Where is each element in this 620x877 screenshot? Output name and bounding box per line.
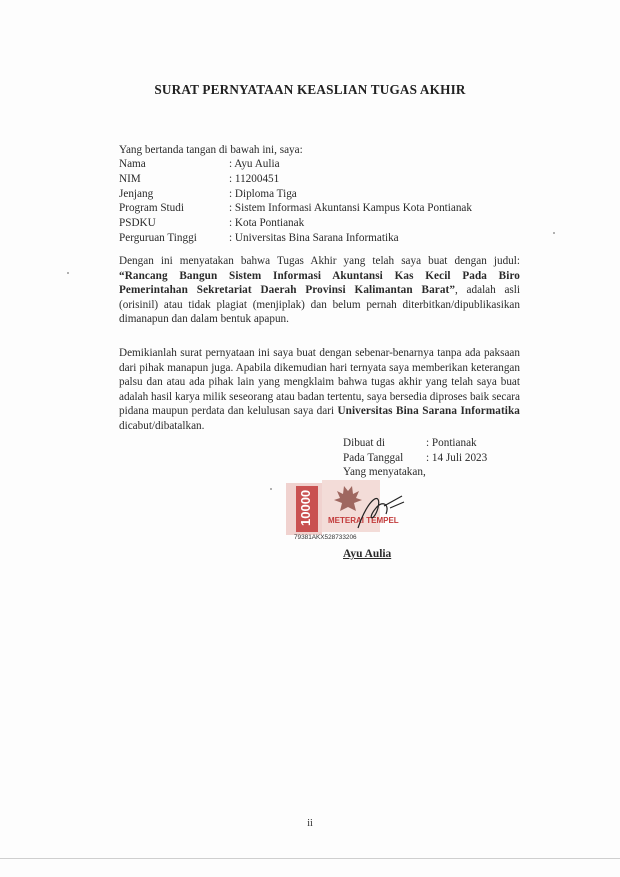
identity-value: : Kota Pontianak — [229, 217, 305, 230]
signer-name: Ayu Aulia — [343, 548, 392, 560]
identity-label: PSDKU — [119, 217, 156, 230]
intro-text: Yang bertanda tangan di bawah ini, saya: — [119, 144, 303, 156]
place-row — [343, 436, 487, 451]
closing-paragraph — [119, 346, 520, 434]
declaration-paragraph — [119, 254, 520, 327]
scan-speck — [553, 232, 555, 234]
identity-label: Perguruan Tinggi — [119, 231, 197, 244]
identity-value: : Diploma Tiga — [229, 187, 297, 200]
stamp-label: METERAI TEMPEL — [328, 516, 399, 525]
place-value: : Pontianak — [426, 437, 477, 449]
identity-label: Jenjang — [119, 187, 154, 200]
identity-row-jenjang — [119, 187, 472, 202]
identity-table — [119, 157, 472, 246]
place-label: Dibuat di — [343, 437, 385, 449]
identity-value: : Universitas Bina Sarana Informatika — [229, 231, 399, 244]
document-title: SURAT PERNYATAAN KEASLIAN TUGAS AKHIR — [154, 82, 466, 97]
page-number: ii — [307, 818, 313, 829]
scan-speck — [270, 488, 272, 490]
identity-row-nim — [119, 172, 472, 187]
closing-text: Demikianlah surat pernyataan ini saya buat dengan sebenar-benarnya tanpa ada paksaan dari pihak manapun juga. Apabila dikemudian hari ternyata saya memberikan keterangan palsu dan atau ada pihak lain yang mengklaim bahwa tugas akhir yang telah saya buat adalah hasil karya milik seseorang atau badan tertentu, saya bersedia diproses baik secara pidana maupun perdata dan kelulusan saya dari — [119, 347, 520, 418]
identity-label: Program Studi — [119, 202, 184, 215]
identity-row-program-studi — [119, 201, 472, 216]
declaration-text: Dengan ini menyatakan bahwa Tugas Akhir yang telah saya buat dengan judul: — [119, 255, 520, 267]
identity-label: NIM — [119, 172, 141, 185]
date-value: : 14 Juli 2023 — [426, 451, 488, 464]
stamp-denomination: 10000 — [298, 489, 313, 526]
thesis-title: “Rancang Bangun Sistem Informasi Akuntansi Kas Kecil Pada Biro Pemerintahan Sekretariat Daerah Provinsi Kalimantan Barat” — [119, 269, 520, 297]
identity-row-nama — [119, 157, 472, 172]
closing-text-end: dicabut/dibatalkan. — [119, 419, 205, 432]
scan-speck — [67, 272, 69, 274]
identity-value: : Sistem Informasi Akuntansi Kampus Kota Pontianak — [229, 202, 472, 215]
identity-label: Nama — [119, 158, 146, 170]
university-name: Universitas Bina Sarana Informatika — [337, 405, 521, 418]
declaration-text-end: , adalah asli (orisinil) atau tidak plagiat (menjiplak) dan belum pernah diterbitkan/dipublikasikan dimanapun dan dalam bentuk apapun. — [119, 284, 520, 326]
identity-row-perguruan-tinggi — [119, 231, 472, 246]
signature-block — [343, 436, 487, 480]
identity-value: : Ayu Aulia — [229, 158, 280, 170]
identity-row-psdku — [119, 216, 472, 231]
stamp-code: 79381AKX528733206 — [294, 534, 357, 541]
identity-value: : 11200451 — [229, 172, 280, 185]
declarant-label: Yang menyatakan, — [343, 466, 426, 479]
scan-edge-line — [0, 858, 620, 859]
date-row — [343, 451, 487, 466]
date-label: Pada Tanggal — [343, 451, 404, 464]
